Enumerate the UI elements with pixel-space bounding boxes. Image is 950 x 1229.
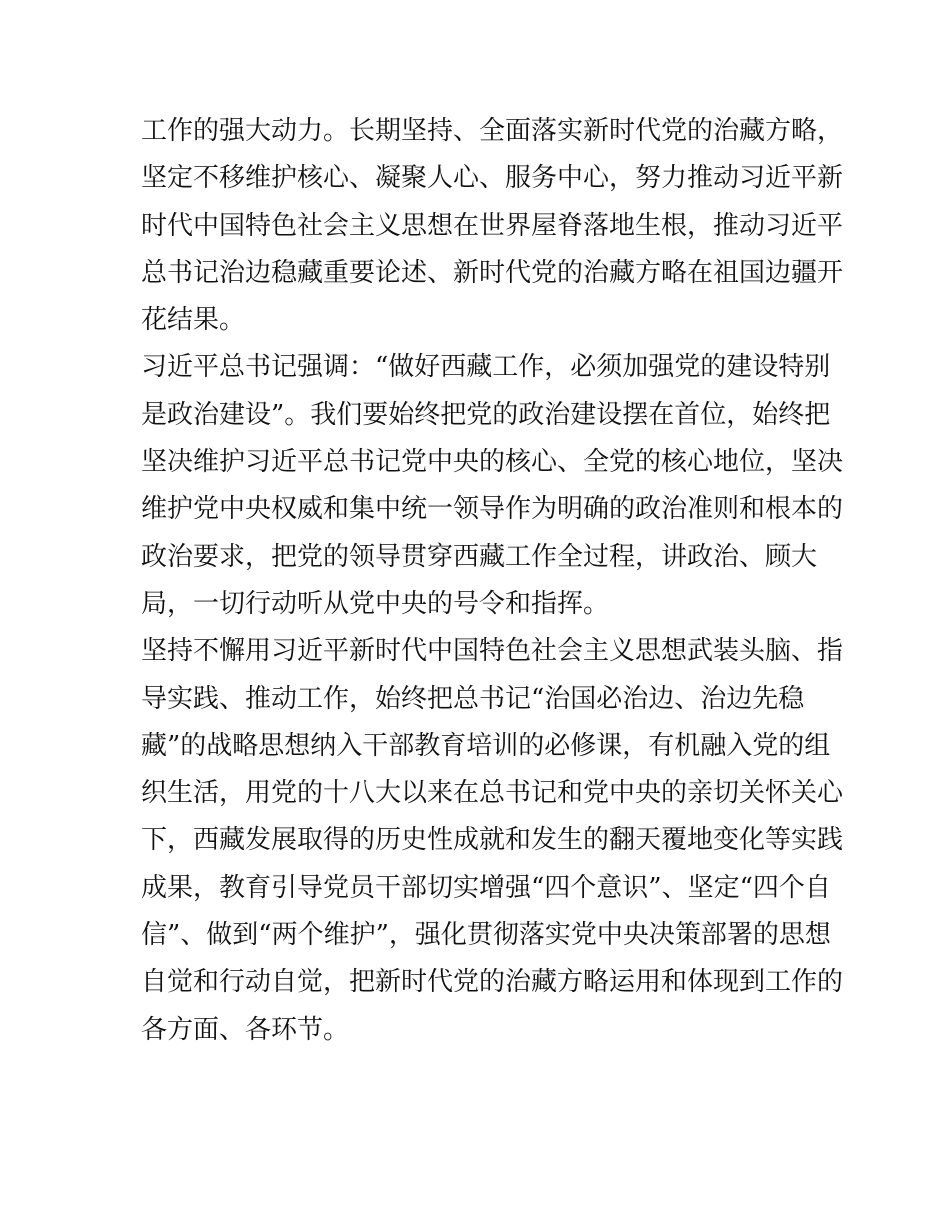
text-line: 下，西藏发展取得的历史性成就和发生的翻天覆地变化等实践 <box>141 825 844 856</box>
text-line: 政治要求，把党的领导贯穿西藏工作全过程，讲政治、顾大 <box>141 541 818 572</box>
text-line: 维护党中央权威和集中统一领导作为明确的政治准则和根本的 <box>141 494 844 525</box>
text-line: 是政治建设”。我们要始终把党的政治建设摆在首位，始终把 <box>141 399 831 430</box>
text-line: 坚决维护习近平总书记党中央的核心、全党的核心地位，坚决 <box>141 447 844 478</box>
text-line: 时代中国特色社会主义思想在世界屋脊落地生根，推动习近平 <box>141 210 844 241</box>
document-body <box>141 108 844 1054</box>
text-line: 自觉和行动自觉，把新时代党的治藏方略运用和体现到工作的 <box>141 967 844 998</box>
text-line: 坚定不移维护核心、凝聚人心、服务中心，努力推动习近平新 <box>141 163 844 194</box>
text-line: 成果，教育引导党员干部切实增强“四个意识”、坚定“四个自 <box>141 872 831 903</box>
text-line: 总书记治边稳藏重要论述、新时代党的治藏方略在祖国边疆开 <box>141 257 844 288</box>
text-line: 坚持不懈用习近平新时代中国特色社会主义思想武装头脑、指 <box>141 636 844 667</box>
text-line: 各方面、各环节。 <box>141 1014 350 1045</box>
text-line: 信”、做到“两个维护”，强化贯彻落实党中央决策部署的思想 <box>141 920 831 951</box>
text-line: 花结果。 <box>141 305 246 336</box>
text-line: 导实践、推动工作，始终把总书记“治国必治边、治边先稳 <box>141 683 805 714</box>
text-line: 藏”的战略思想纳入干部教育培训的必修课，有机融入党的组 <box>141 730 831 761</box>
text-line: 习近平总书记强调：“做好西藏工作，必须加强党的建设特别 <box>141 352 831 383</box>
text-line: 局，一切行动听从党中央的号令和指挥。 <box>141 588 610 619</box>
text-line: 工作的强大动力。长期坚持、全面落实新时代党的治藏方略， <box>141 116 844 146</box>
text-line: 织生活，用党的十八大以来在总书记和党中央的亲切关怀关心 <box>141 778 844 809</box>
